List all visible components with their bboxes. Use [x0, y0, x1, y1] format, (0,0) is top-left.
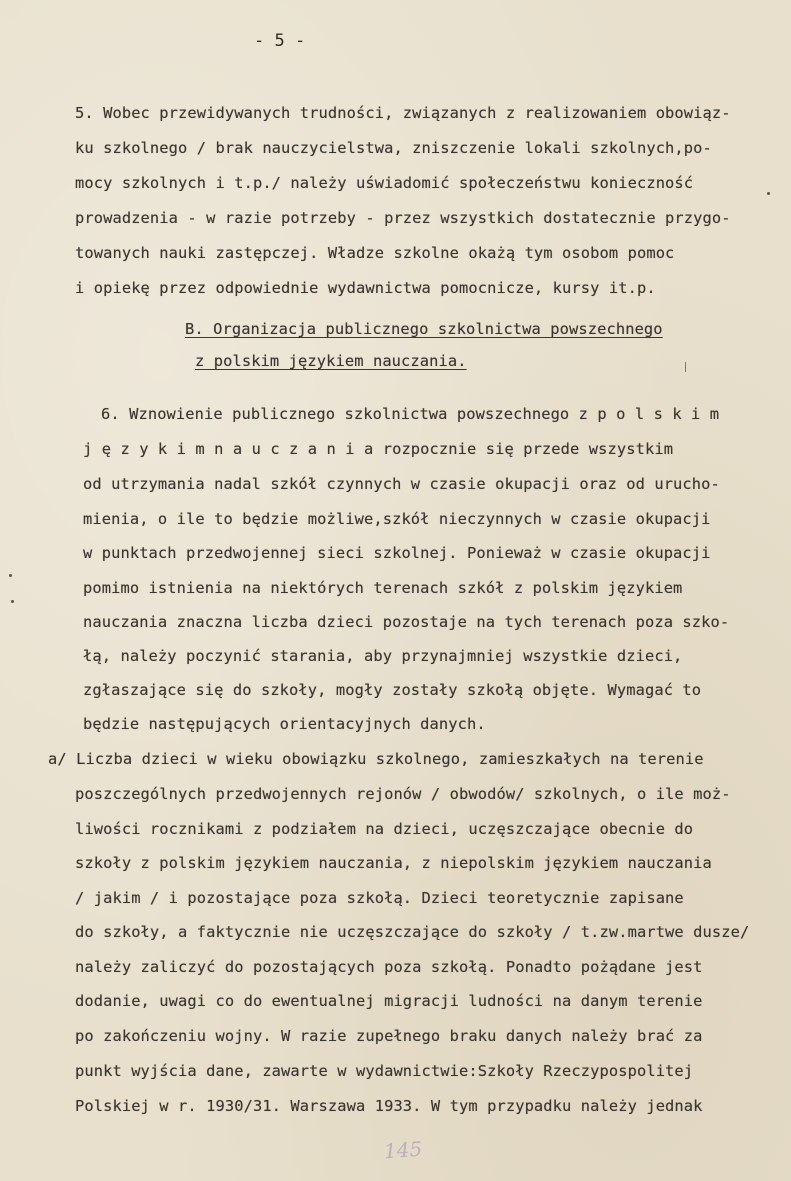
text-line: od utrzymania nadal szkół czynnych w czasie okupacji oraz od urucho-: [83, 475, 720, 493]
text-line: do szkoły, a faktycznie nie uczęszczające do szkoły / t.zw.martwe dusze/: [75, 923, 750, 941]
text-line: 5. Wobec przewidywanych trudności, związanych z realizowaniem obowiąz-: [75, 104, 731, 122]
page-number: - 5 -: [254, 31, 306, 51]
list-item-a: a/ Liczba dzieci w wieku obowiązku szkolnego, zamieszkałych na terenie: [48, 750, 704, 768]
text-line: Polskiej w r. 1930/31. Warszawa 1933. W tym przypadku należy jednak: [75, 1097, 703, 1115]
text-line: mienia, o ile to będzie możliwe,szkół nieczynnych w czasie okupacji: [83, 510, 711, 528]
text-line: towanych nauki zastępczej. Władze szkolne okażą tym osobom pomoc: [75, 244, 675, 262]
paper-speck: [767, 192, 770, 195]
text-line: po zakończeniu wojny. W razie zupełnego braku danych należy brać za: [75, 1027, 703, 1045]
text-line: mocy szkolnych i t.p./ należy uświadomić społeczeństwu konieczność: [75, 174, 694, 192]
section-heading: z polskim językiem nauczania.: [195, 352, 467, 370]
text-line: będzie następujących orientacyjnych danych.: [83, 715, 486, 733]
pencil-mark: [685, 362, 686, 372]
text-line: j ę z y k i m n a u c z a n i a rozpocznie się przede wszystkim: [83, 440, 674, 458]
text-line: punkt wyjścia dane, zawarte w wydawnictwie:Szkoły Rzeczypospolitej: [75, 1062, 694, 1080]
text-line: w punktach przedwojennej sieci szkolnej. Ponieważ w czasie okupacji: [83, 544, 711, 562]
text-line: liwości rocznikami z podziałem na dzieci, uczęszczające obecnie do: [75, 820, 694, 838]
text-line: ku szkolnego / brak nauczycielstwa, zniszczenie lokali szkolnych,po-: [75, 139, 712, 157]
text-line: pomimo istnienia na niektórych terenach szkół z polskim językiem: [83, 579, 683, 597]
text-line: i opiekę przez odpowiednie wydawnictwa pomocnicze, kursy it.p.: [75, 279, 656, 297]
paper-speck: [11, 600, 14, 603]
text-line: dodanie, uwagi co do ewentualnej migracji ludności na danym terenie: [75, 992, 703, 1010]
handwritten-folio-number: 145: [383, 1136, 423, 1164]
text-line: 6. Wznowienie publicznego szkolnictwa powszechnego z p o l s k i m: [101, 405, 720, 423]
text-line: / jakim / i pozostające poza szkołą. Dzieci teoretycznie zapisane: [75, 889, 684, 907]
text-line: poszczególnych przedwojennych rejonów / obwodów/ szkolnych, o ile moż-: [75, 785, 731, 803]
text-line: szkoły z polskim językiem nauczania, z niepolskim językiem nauczania: [75, 854, 712, 872]
text-line: łą, należy poczynić starania, aby przynajmniej wszystkie dzieci,: [83, 647, 683, 665]
section-heading: B. Organizacja publicznego szkolnictwa powszechnego: [185, 320, 663, 338]
text-line: nauczania znaczna liczba dzieci pozostaje na tych terenach poza szko-: [83, 613, 730, 631]
paper-speck: [9, 574, 12, 577]
text-line: zgłaszające się do szkoły, mogły zostały szkołą objęte. Wymagać to: [83, 681, 702, 699]
text-line: należy zaliczyć do pozostających poza szkołą. Ponadto pożądane jest: [75, 958, 703, 976]
text-line: prowadzenia - w razie potrzeby - przez wszystkich dostatecznie przygo-: [75, 209, 731, 227]
